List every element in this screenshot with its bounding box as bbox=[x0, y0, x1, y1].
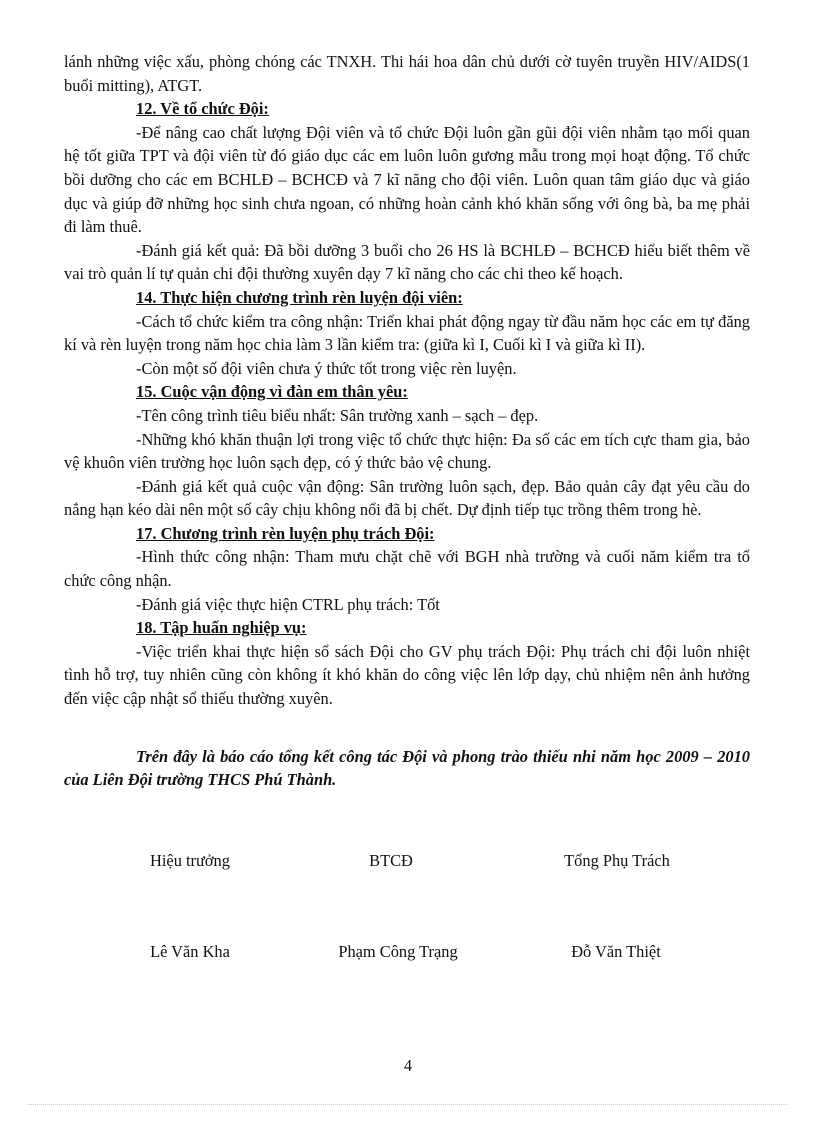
signature-name-principal: Lê Văn Kha bbox=[150, 942, 230, 961]
signature-title-btcd: BTCĐ bbox=[369, 851, 413, 870]
report-body bbox=[64, 50, 750, 792]
footer-divider bbox=[28, 1104, 788, 1105]
section-17-paragraph-1: -Hình thức công nhận: Tham mưu chặt chẽ với BGH nhà trường và cuối năm kiểm tra tổ chức công nhận. bbox=[64, 547, 750, 591]
section-17-paragraph-2: -Đánh giá việc thực hiện CTRL phụ trách: Tốt bbox=[136, 594, 440, 614]
section-15-paragraph-3: -Đánh giá kết quả cuộc vận động: Sân trường luôn sạch, đẹp. Bảo quản cây đạt yêu cầu do nắng hạn kéo dài nên một số cây chịu không nổi đã bị chết. Dự định tiếp tục trồng thêm trong hè. bbox=[64, 476, 750, 520]
section-12-heading: 12. Về tổ chức Đội: bbox=[136, 99, 269, 119]
section-18-heading: 18. Tập huấn nghiệp vụ: bbox=[136, 618, 307, 638]
section-15-paragraph-2: -Những khó khăn thuận lợi trong việc tổ chức thực hiện: Đa số các em tích cực tham gia, bảo vệ khuôn viên trường học luôn sạch đẹp, có ý thức bảo vệ chung. bbox=[64, 429, 750, 473]
signature-name-btcd: Phạm Công Trạng bbox=[338, 942, 458, 961]
section-14-heading: 14. Thực hiện chương trình rèn luyện đội viên: bbox=[136, 287, 463, 307]
signature-title-principal: Hiệu trưởng bbox=[150, 851, 230, 870]
page-number: 4 bbox=[403, 1056, 413, 1075]
section-14-paragraph-2: -Còn một số đội viên chưa ý thức tốt trong việc rèn luyện. bbox=[136, 358, 517, 378]
signature-title-general-leader: Tổng Phụ Trách bbox=[564, 851, 670, 870]
section-17-heading: 17. Chương trình rèn luyện phụ trách Đội: bbox=[136, 523, 435, 543]
section-15-heading: 15. Cuộc vận động vì đàn em thân yêu: bbox=[136, 382, 408, 402]
section-18-paragraph-1: -Việc triển khai thực hiện sổ sách Đội cho GV phụ trách Đội: Phụ trách chi đội luôn nhiệt tình hỗ trợ, tuy nhiên cũng còn không ít khó khăn do công việc lên lớp dạy, chủ nhiệm nên ảnh hưởng đến việc cập nhật sổ thiếu thường xuyên. bbox=[64, 641, 750, 709]
section-15-paragraph-1: -Tên công trình tiêu biểu nhất: Sân trường xanh – sạch – đẹp. bbox=[136, 405, 539, 425]
section-14-paragraph-1: -Cách tổ chức kiểm tra công nhận: Triển khai phát động ngay từ đầu năm học các em tự đăng kí và rèn luyện trong năm học chia làm 3 lần kiểm tra: (giữa kì I, Cuối kì I và giữa kì II). bbox=[64, 311, 750, 355]
signature-name-general-leader: Đỗ Văn Thiệt bbox=[571, 942, 661, 961]
closing-statement: Trên đây là báo cáo tổng kết công tác Đội và phong trào thiếu nhi năm học 2009 – 2010 của Liên Đội trường THCS Phú Thành. bbox=[64, 746, 750, 790]
section-12-paragraph-1: -Để nâng cao chất lượng Đội viên và tổ chức Đội luôn gần gũi đội viên nhằm tạo mối quan hệ tốt giữa TPT và đội viên từ đó giáo dục các em luôn luôn gương mẫu trong mọi hoạt động. Tổ chức bồi dưỡng cho các em BCHLĐ – BCHCĐ và 7 kĩ năng cho đội viên. Luôn quan tâm giáo dục và giáo dục và giúp đỡ những học sinh chưa ngoan, có những hoàn cảnh khó khăn sống với ông bà, ba mẹ phải đi làm thuê. bbox=[64, 122, 750, 237]
section-12-paragraph-2: -Đánh giá kết quả: Đã bồi dưỡng 3 buổi cho 26 HS là BCHLĐ – BCHCĐ hiểu biết thêm về vai trò quản lí tự quản chi đội thường xuyên dạy 7 kĩ năng cho các chi theo kế hoạch. bbox=[64, 240, 750, 284]
intro-paragraph: lánh những việc xấu, phòng chóng các TNXH. Thi hái hoa dân chủ dưới cờ tuyên truyền HIV/AIDS(1 buổi mitting), ATGT. bbox=[64, 52, 750, 95]
